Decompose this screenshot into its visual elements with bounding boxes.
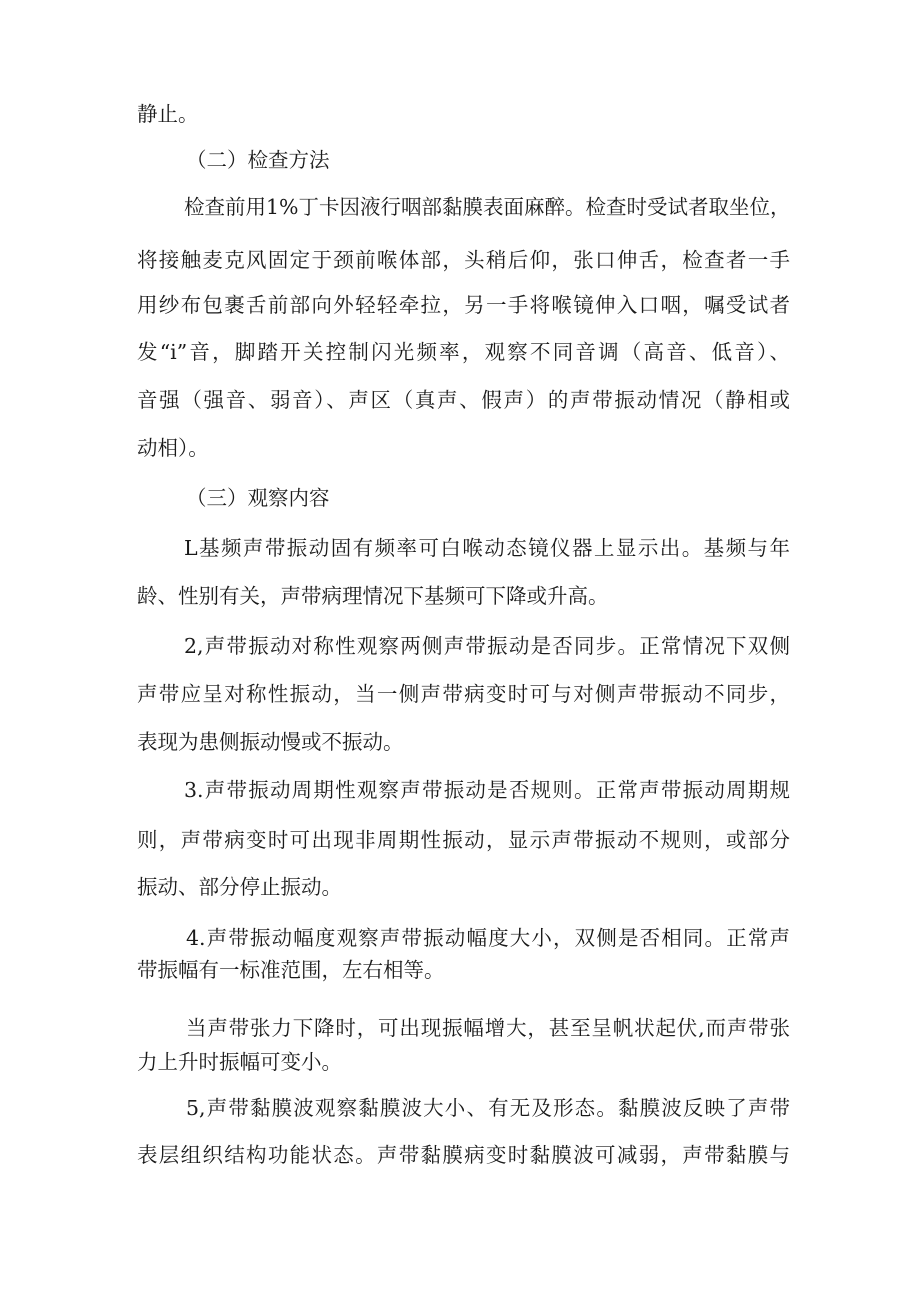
text-line: 音强（强音、弱音）、声区（真声、假声）的声带振动情况（静相或 [137,388,790,412]
text-line: 声带应呈对称性振动，当一侧声带病变时可与对侧声带振动不同步， [137,682,790,706]
text-line: 检查前用1%丁卡因液行咽部黏膜表面麻醉。检查时受试者取坐位， [184,195,791,219]
text-line: 表层组织结构功能状态。声带黏膜病变时黏膜波可减弱，声带黏膜与 [137,1143,790,1167]
text-line: 3.声带振动周期性观察声带振动是否规则。正常声带振动周期规 [184,778,790,802]
text-line: 静止。 [137,102,199,126]
text-line: 表现为患侧振动慢或不振动。 [137,730,404,754]
text-line: 2,声带振动对称性观察两侧声带振动是否同步。正常情况下双侧 [184,634,790,658]
text-line: L基频声带振动固有频率可白喉动态镜仪器上显示出。基频与年 [184,536,790,560]
text-line: 动相）。 [137,436,209,460]
text-line: 当声带张力下降时，可出现振幅增大，甚至呈帆状起伏,而声带张 [186,1016,790,1040]
text-line: 力上升时振幅可变小。 [137,1050,342,1074]
text-line: 4.声带振动幅度观察声带振动幅度大小，双侧是否相同。正常声 [186,926,790,950]
section-heading: （二）检查方法 [186,148,330,172]
section-heading: （三）观察内容 [186,486,330,510]
text-line: 振动、部分停止振动。 [137,875,342,899]
text-line: 龄、性别有关，声带病理情况下基频可下降或升高。 [137,584,609,608]
text-line: 5,声带黏膜波观察黏膜波大小、有无及形态。黏膜波反映了声带 [186,1096,790,1120]
text-line: 发“i”音，脚踏开关控制闪光频率，观察不同音调（高音、低音）、 [137,340,790,364]
text-line: 将接触麦克风固定于颈前喉体部，头稍后仰，张口伸舌，检查者一手 [137,248,790,272]
text-line: 用纱布包裹舌前部向外轻轻牵拉，另一手将喉镜伸入口咽，嘱受试者 [137,293,790,317]
text-line: 则，声带病变时可出现非周期性振动，显示声带振动不规则，或部分 [137,828,790,852]
text-line: 带振幅有一标准范围，左右相等。 [137,958,445,982]
